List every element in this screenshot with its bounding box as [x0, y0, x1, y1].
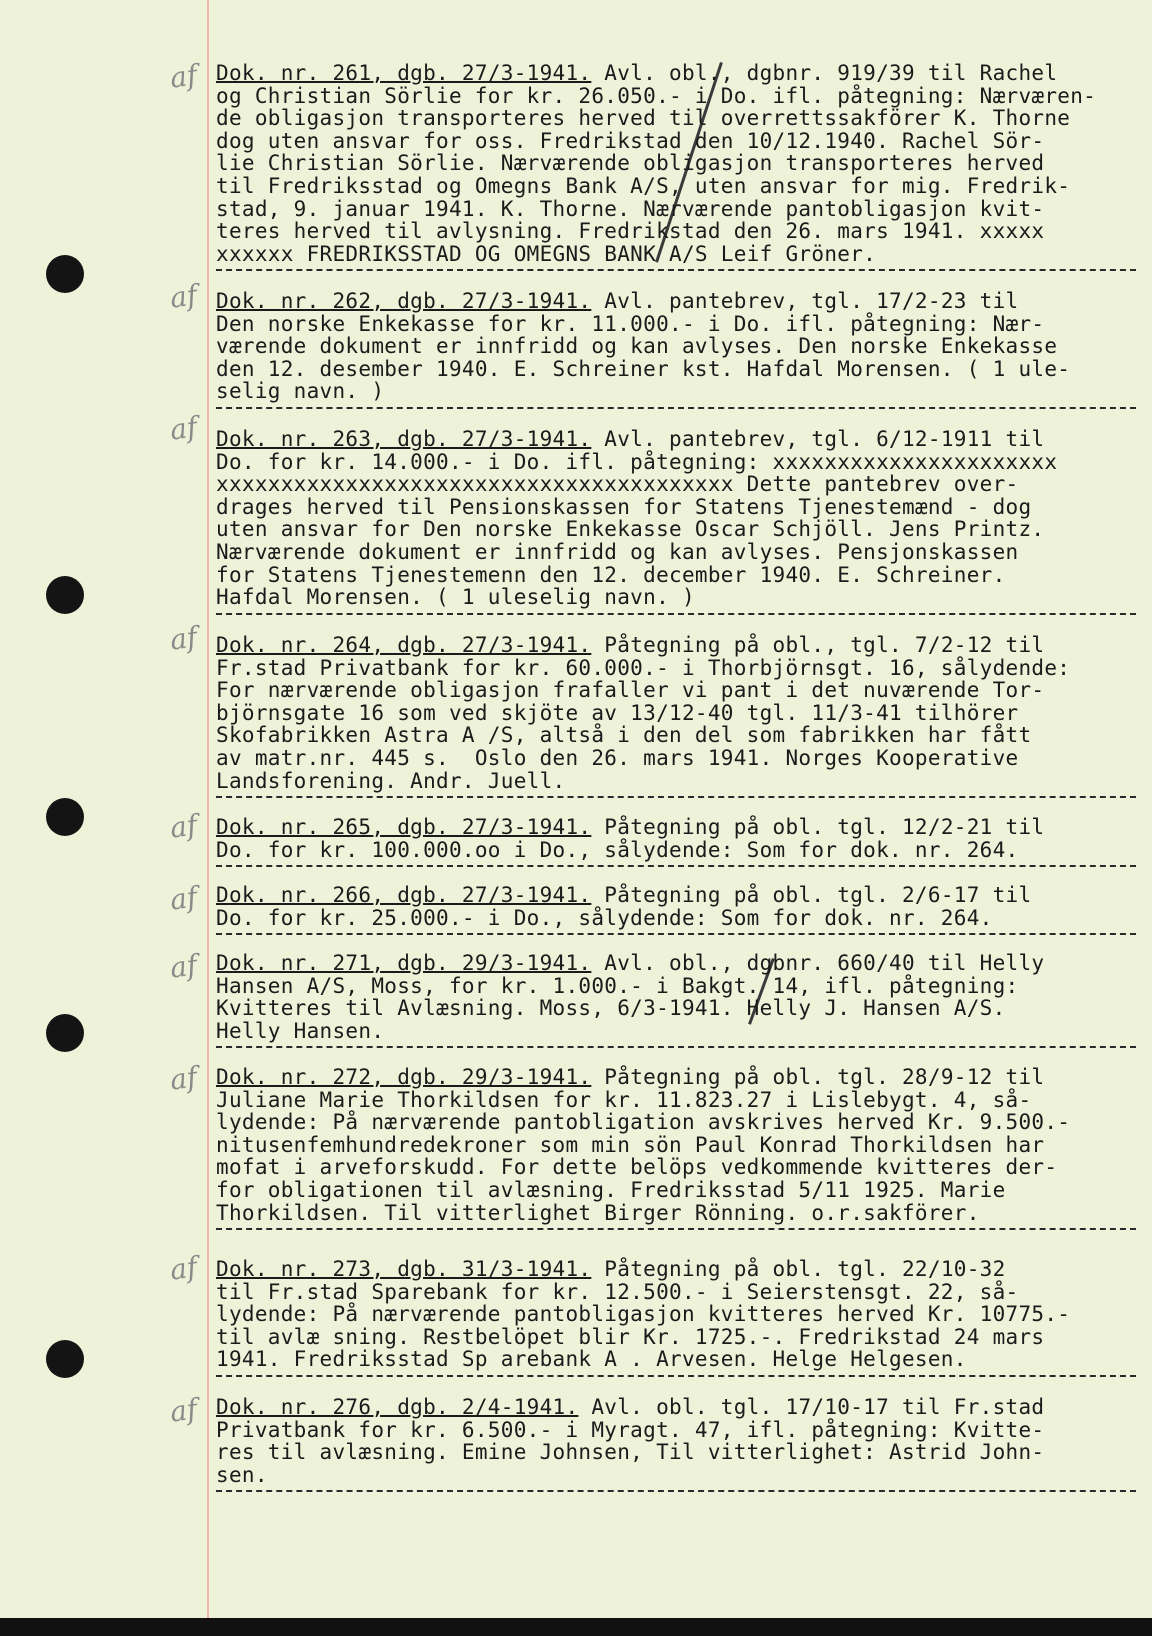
margin-mark: af — [167, 808, 200, 845]
entry-line: den 12. desember 1940. E. Schreiner kst. Hafdal Morensen. ( 1 ule- — [216, 356, 1071, 381]
entry-line: Do. for kr. 100.000.oo i Do., sålydende: Som for dok. nr. 264. — [216, 837, 1019, 862]
entry-line: de obligasjon transporteres herved til overrettssakförer K. Thorne — [216, 106, 1071, 131]
entry-line: xxxxxx FREDRIKSSTAD OG OMEGNS BANK A/S Leif Gröner. — [216, 241, 877, 266]
punch-hole — [46, 1014, 84, 1052]
entry-line: sen. — [216, 1462, 268, 1487]
document-entry — [216, 884, 1146, 935]
entry-line: lydende: På nærværende pantobligation avskrives herved Kr. 9.500.- — [216, 1110, 1071, 1135]
margin-mark: af — [167, 278, 200, 315]
entry-separator — [216, 1046, 1136, 1048]
punch-hole — [46, 255, 84, 293]
entry-line: Skofabrikken Astra A /S, altså i den del som fabrikken har fått — [216, 723, 1032, 748]
entry-line: og Christian Sörlie for kr. 26.050.- i Do. ifl. påtegning: Nærværen- — [216, 83, 1097, 108]
entry-line: Do. for kr. 25.000.- i Do., sålydende: Som for dok. nr. 264. — [216, 905, 993, 930]
entry-line: Dok. nr. 261, dgb. 27/3-1941. Avl. obl., dgbnr. 919/39 til Rachel — [216, 61, 1058, 85]
margin-mark: af — [167, 1060, 200, 1097]
entry-line: Hansen A/S, Moss, for kr. 1.000.- i Bakgt. 14, ifl. påtegning: — [216, 973, 1019, 998]
document-entry — [216, 290, 1146, 409]
entry-line: for obligationen til avlæsning. Fredriksstad 5/11 1925. Marie — [216, 1177, 1006, 1202]
entry-line: til avlæ sning. Restbelöpet blir Kr. 1725.-. Fredrikstad 24 mars — [216, 1324, 1045, 1349]
entry-line: Do. for kr. 14.000.- i Do. ifl. påtegning: xxxxxxxxxxxxxxxxxxxxxx — [216, 449, 1058, 474]
entry-line: stad, 9. januar 1941. K. Thorne. Nærværende pantobligasjon kvit- — [216, 196, 1045, 221]
entry-line: Nærværende dokument er innfridd og kan avlyses. Pensjonskassen — [216, 539, 1019, 564]
entry-line: av matr.nr. 445 s. Oslo den 26. mars 1941. Norges Kooperative — [216, 745, 1019, 770]
entry-line: nitusenfemhundredekroner som min sön Paul Konrad Thorkildsen har — [216, 1132, 1045, 1157]
entry-line: Dok. nr. 273, dgb. 31/3-1941. Påtegning på obl. tgl. 22/10-32 — [216, 1257, 1006, 1281]
entry-line: mofat i arveforskudd. For dette belöps vedkommende kvitteres der- — [216, 1155, 1058, 1180]
document-entry — [216, 1258, 1146, 1377]
scan-border — [0, 1618, 1152, 1636]
entry-header: Dok. nr. 266, dgb. 27/3-1941. — [216, 883, 592, 907]
entry-header: Dok. nr. 271, dgb. 29/3-1941. — [216, 951, 592, 975]
margin-mark: af — [167, 948, 200, 985]
entry-line: Privatbank for kr. 6.500.- i Myragt. 47, ifl. påtegning: Kvitte- — [216, 1417, 1045, 1442]
entry-line: xxxxxxxxxxxxxxxxxxxxxxxxxxxxxxxxxxxxxxxx Dette pantebrev over- — [216, 472, 1019, 497]
entry-separator — [216, 796, 1136, 798]
entry-separator — [216, 269, 1136, 271]
margin-mark: af — [167, 620, 200, 657]
entry-separator — [216, 1228, 1136, 1230]
entry-separator — [216, 933, 1136, 935]
entry-header: Dok. nr. 261, dgb. 27/3-1941. — [216, 61, 592, 85]
entry-line: Helly Hansen. — [216, 1018, 385, 1043]
entry-line: selig navn. ) — [216, 379, 385, 404]
entry-line: Dok. nr. 265, dgb. 27/3-1941. Påtegning på obl. tgl. 12/2-21 til — [216, 815, 1045, 839]
entry-line: Thorkildsen. Til vitterlighet Birger Rönning. o.r.sakförer. — [216, 1200, 980, 1225]
entry-line: til Fr.stad Sparebank for kr. 12.500.- i Seierstensgt. 22, så- — [216, 1279, 1019, 1304]
margin-mark: af — [167, 58, 200, 95]
entry-line: Dok. nr. 276, dgb. 2/4-1941. Avl. obl. tgl. 17/10-17 til Fr.stad — [216, 1395, 1045, 1419]
entry-header: Dok. nr. 262, dgb. 27/3-1941. — [216, 289, 592, 313]
entry-line: uten ansvar for Den norske Enkekasse Oscar Schjöll. Jens Printz. — [216, 517, 1045, 542]
entry-line: 1941. Fredriksstad Sp arebank A . Arvesen. Helge Helgesen. — [216, 1347, 967, 1372]
margin-mark: af — [167, 1250, 200, 1287]
entry-line: Dok. nr. 272, dgb. 29/3-1941. Påtegning på obl. tgl. 28/9-12 til — [216, 1065, 1045, 1089]
entry-line: Dok. nr. 263, dgb. 27/3-1941. Avl. pantebrev, tgl. 6/12-1911 til — [216, 427, 1045, 451]
document-entry — [216, 634, 1146, 798]
entry-line: teres herved til avlysning. Fredrikstad den 26. mars 1941. xxxxx — [216, 219, 1045, 244]
document-entry — [216, 428, 1146, 615]
margin-mark: af — [167, 410, 200, 447]
document-entry — [216, 816, 1146, 867]
punch-hole — [46, 576, 84, 614]
entry-line: til Fredriksstad og Omegns Bank A/S, uten ansvar for mig. Fredrik- — [216, 173, 1071, 198]
entry-line: lie Christian Sörlie. Nærværende obligasjon transporteres herved — [216, 151, 1045, 176]
entry-line: værende dokument er innfridd og kan avlyses. Den norske Enkekasse — [216, 334, 1058, 359]
entry-header: Dok. nr. 276, dgb. 2/4-1941. — [216, 1395, 579, 1419]
entry-line: for Statens Tjenestemenn den 12. december 1940. E. Schreiner. — [216, 562, 1006, 587]
entry-header: Dok. nr. 273, dgb. 31/3-1941. — [216, 1257, 592, 1281]
entry-separator — [216, 407, 1136, 409]
entry-line: For nærværende obligasjon frafaller vi pant i det nuværende Tor- — [216, 678, 1045, 703]
document-entry — [216, 1066, 1146, 1230]
entry-header: Dok. nr. 263, dgb. 27/3-1941. — [216, 427, 592, 451]
entry-line: drages herved til Pensionskassen for Statens Tjenestemænd - dog — [216, 494, 1032, 519]
entry-line: Kvitteres til Avlæsning. Moss, 6/3-1941. Helly J. Hansen A/S. — [216, 996, 1006, 1021]
entry-line: björnsgate 16 som ved skjöte av 13/12-40 tgl. 11/3-41 tilhörer — [216, 700, 1019, 725]
entry-line: Dok. nr. 264, dgb. 27/3-1941. Påtegning på obl., tgl. 7/2-12 til — [216, 633, 1045, 657]
entry-line: lydende: På nærværende pantobligasjon kvitteres herved Kr. 10775.- — [216, 1302, 1071, 1327]
entry-line: Dok. nr. 271, dgb. 29/3-1941. Avl. obl., dgbnr. 660/40 til Helly — [216, 951, 1045, 975]
entry-header: Dok. nr. 264, dgb. 27/3-1941. — [216, 633, 592, 657]
punch-hole — [46, 798, 84, 836]
entry-separator — [216, 865, 1136, 867]
margin-rule — [207, 0, 209, 1636]
entry-line: Landsforening. Andr. Juell. — [216, 768, 566, 793]
document-entry — [216, 952, 1146, 1048]
entry-separator — [216, 613, 1136, 615]
entry-header: Dok. nr. 272, dgb. 29/3-1941. — [216, 1065, 592, 1089]
entry-separator — [216, 1375, 1136, 1377]
entry-line: Fr.stad Privatbank for kr. 60.000.- i Thorbjörnsgt. 16, sålydende: — [216, 655, 1071, 680]
margin-mark: af — [167, 1392, 200, 1429]
entry-line: Juliane Marie Thorkildsen for kr. 11.823.27 i Lislebygt. 4, så- — [216, 1087, 1032, 1112]
entry-line: Dok. nr. 262, dgb. 27/3-1941. Avl. pantebrev, tgl. 17/2-23 til — [216, 289, 1019, 313]
entry-line: Den norske Enkekasse for kr. 11.000.- i Do. ifl. påtegning: Nær- — [216, 311, 1045, 336]
entry-line: res til avlæsning. Emine Johnsen, Til vitterlighet: Astrid John- — [216, 1440, 1045, 1465]
entry-separator — [216, 1490, 1136, 1492]
entry-line: dog uten ansvar for oss. Fredrikstad den 10/12.1940. Rachel Sör- — [216, 128, 1045, 153]
entry-line: Dok. nr. 266, dgb. 27/3-1941. Påtegning på obl. tgl. 2/6-17 til — [216, 883, 1032, 907]
punch-hole — [46, 1340, 84, 1378]
document-entry — [216, 1396, 1146, 1492]
entry-header: Dok. nr. 265, dgb. 27/3-1941. — [216, 815, 592, 839]
margin-mark: af — [167, 880, 200, 917]
entry-line: Hafdal Morensen. ( 1 uleselig navn. ) — [216, 585, 695, 610]
document-entry — [216, 62, 1146, 271]
